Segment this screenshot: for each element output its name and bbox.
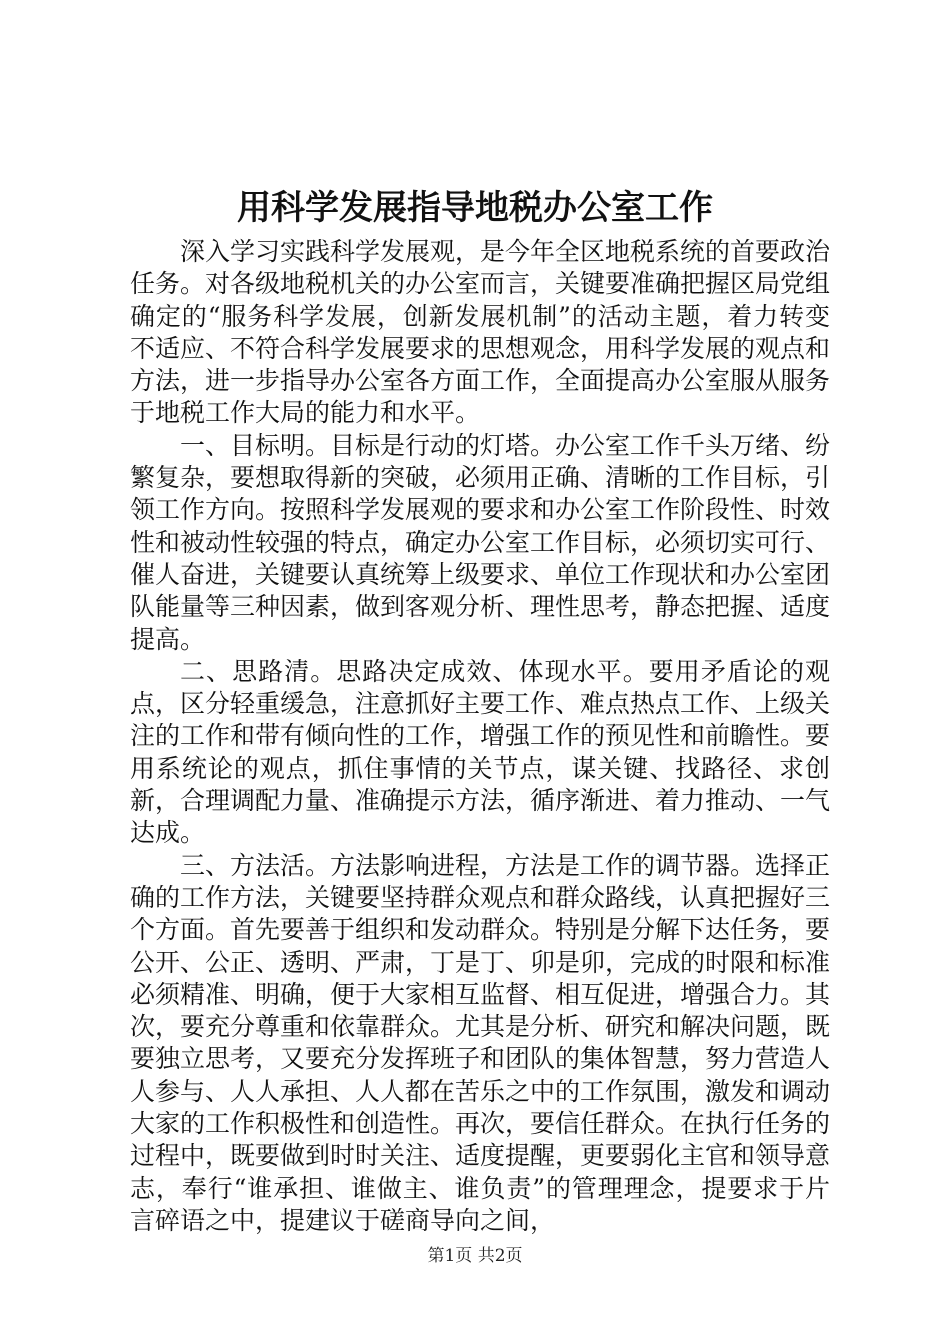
document-body <box>130 236 830 1237</box>
paragraph-intro: 深入学习实践科学发展观，是今年全区地税系统的首要政治任务。对各级地税机关的办公室而言，关键要准确把握区局党组确定的“服务科学发展，创新发展机制”的活动主题，着力转变不适应、不符合科学发展要求的思想观念，用科学发展的观点和方法，进一步指导办公室各方面工作，全面提高办公室服从服务于地税工作大局的能力和水平。 <box>130 237 831 428</box>
document-title: 用科学发展指导地税办公室工作 <box>237 188 713 228</box>
paragraph-goal: 一、目标明。目标是行动的灯塔。办公室工作千头万绪、纷繁复杂，要想取得新的突破，必须用正确、清晰的工作目标，引领工作方向。按照科学发展观的要求和办公室工作阶段性、时效性和被动性较强的特点，确定办公室工作目标，必须切实可行、催人奋进，关键要认真统筹上级要求、单位工作现状和办公室团队能量等三种因素，做到客观分析、理性思考，静态把握、适度提高。 <box>130 430 831 654</box>
paragraph-thinking: 二、思路清。思路决定成效、体现水平。要用矛盾论的观点，区分轻重缓急，注意抓好主要工作、难点热点工作、上级关注的工作和带有倾向性的工作，增强工作的预见性和前瞻性。要用系统论的观点，抓住事情的关节点，谋关键、找路径、求创新，合理调配力量、准确提示方法，循序渐进、着力推动、一气达成。 <box>130 656 831 848</box>
paragraph-method: 三、方法活。方法影响进程，方法是工作的调节器。选择正确的工作方法，关键要坚持群众观点和群众路线，认真把握好三个方面。首先要善于组织和发动群众。特别是分解下达任务，要公开、公正、透明、严肃，丁是丁、卯是卯，完成的时限和标准必须精准、明确，便于大家相互监督、相互促进，增强合力。其次，要充分尊重和依靠群众。尤其是分析、研究和解决问题，既要独立思考，又要充分发挥班子和团队的集体智慧，努力营造人人参与、人人承担、人人都在苦乐之中的工作氛围，激发和调动大家的工作积极性和创造性。再次，要信任群众。在执行任务的过程中，既要做到时时关注、适度提醒，更要弱化主官和领导意志，奉行“谁承担、谁做主、谁负责”的管理理念，提要求于片言碎语之中，提建议于磋商导向之间， <box>130 850 831 1235</box>
page-footer: 第1页 共2页 <box>427 1246 523 1266</box>
